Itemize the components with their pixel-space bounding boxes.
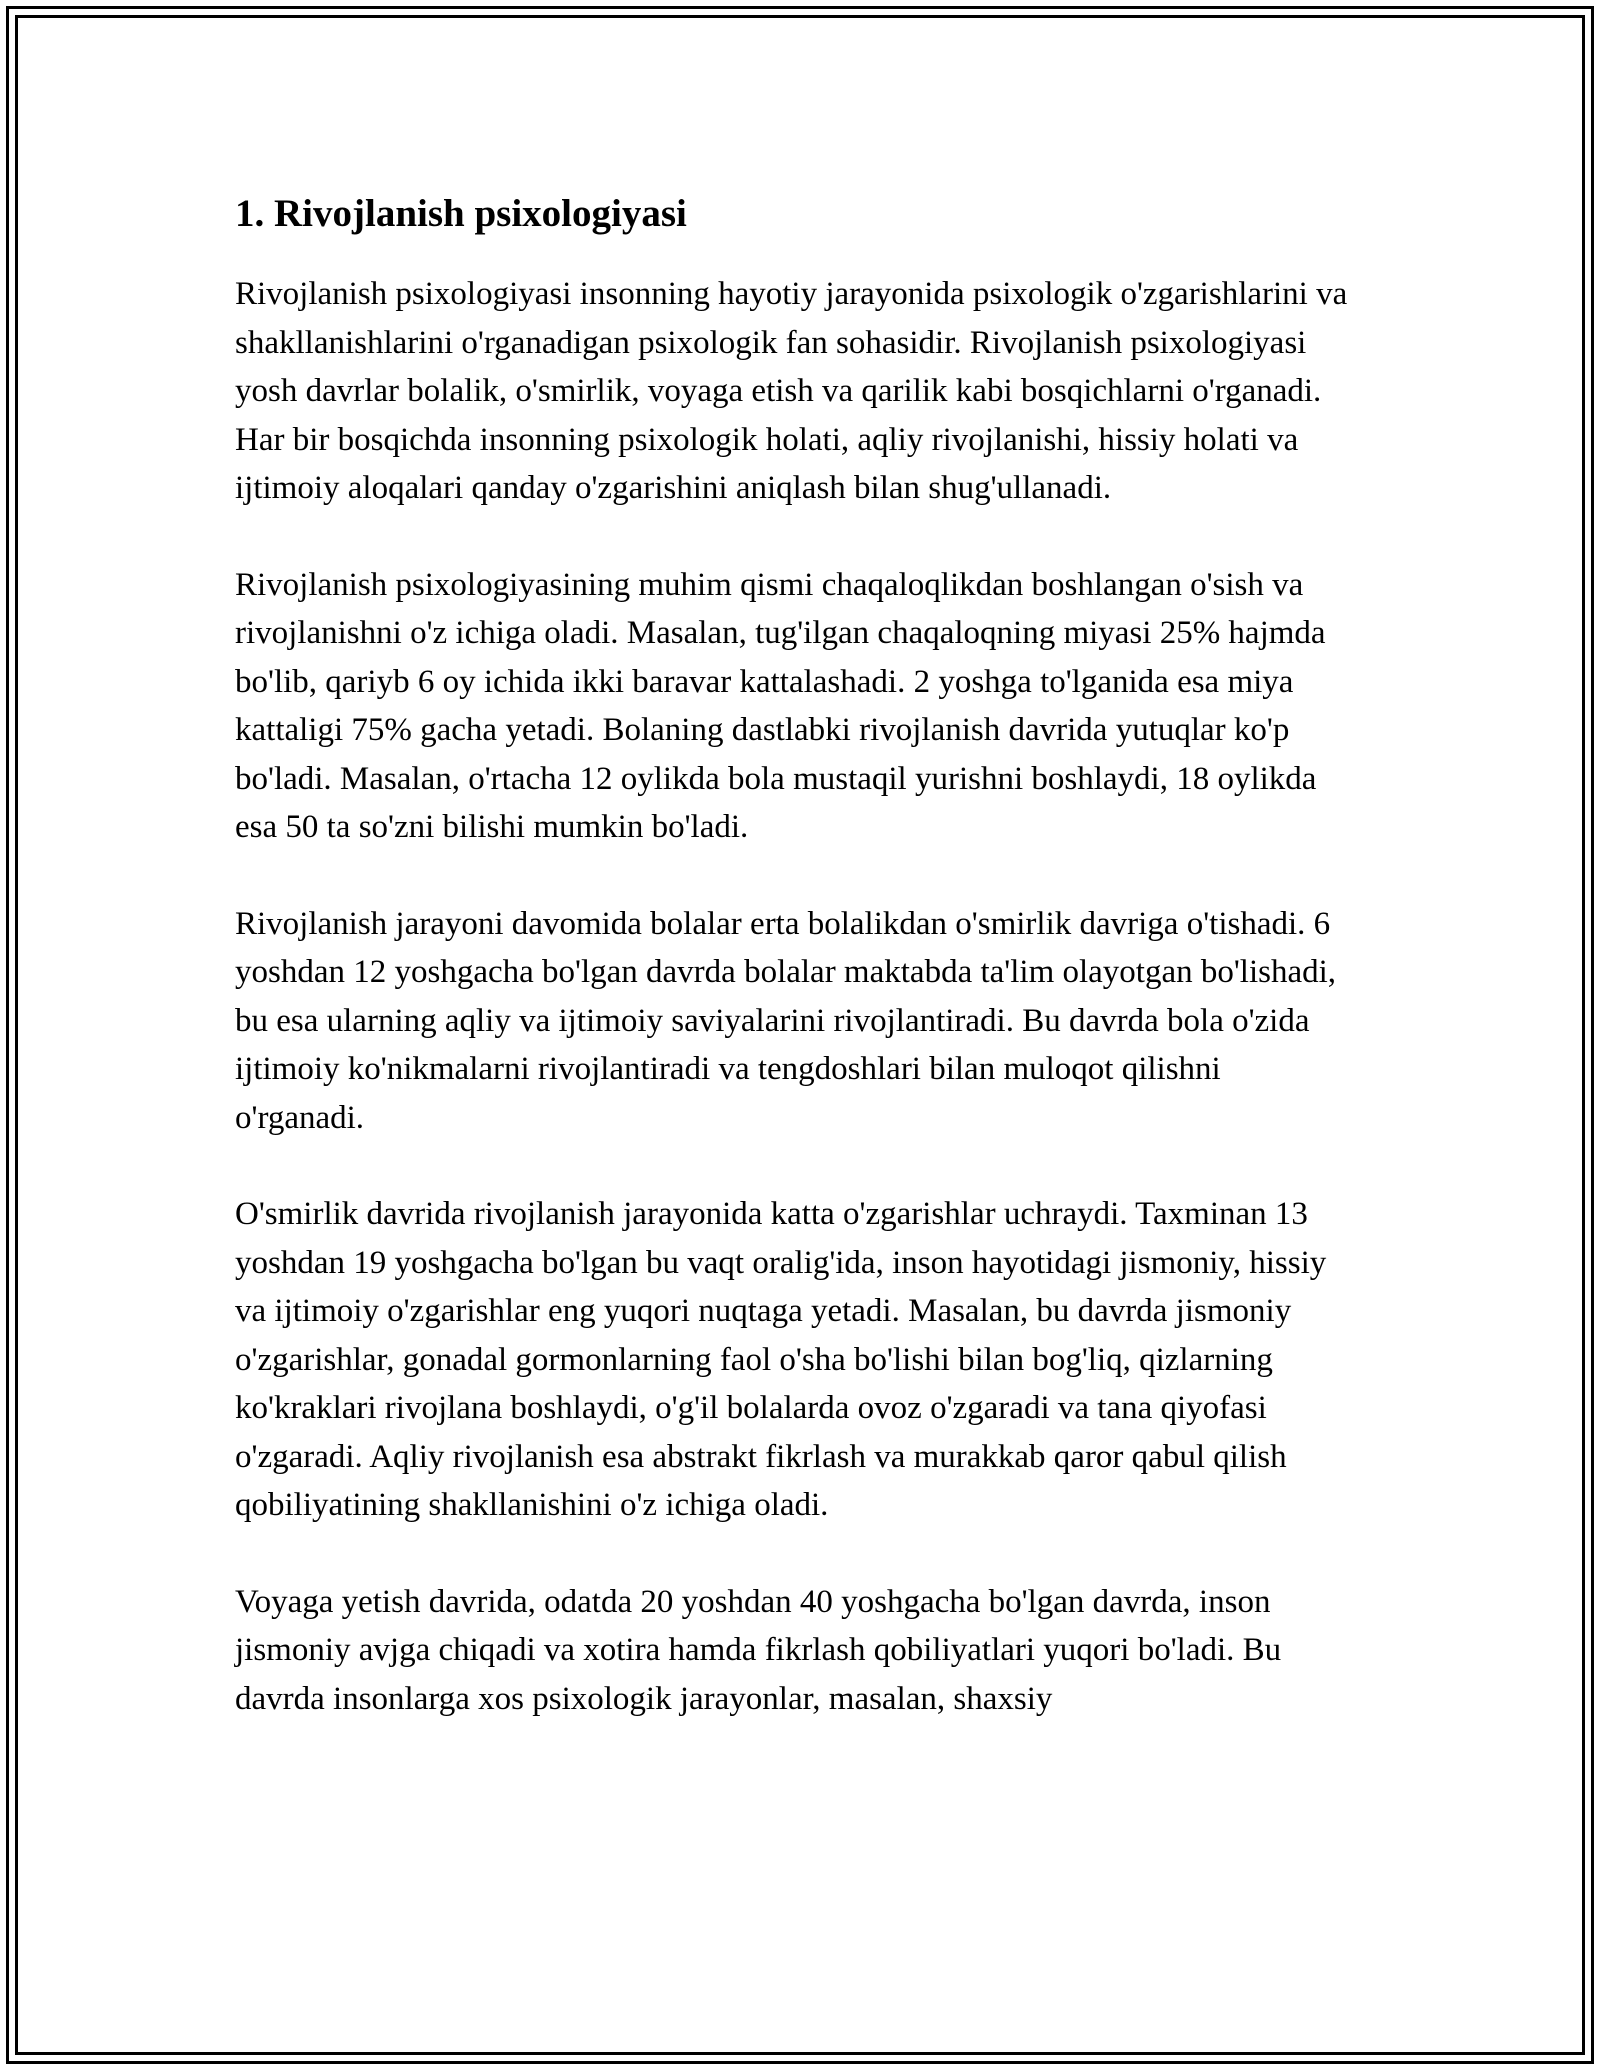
paragraph-intro: Rivojlanish psixologiyasi insonning hayotiy jarayonida psixologik o'zgarishlarini va shakllanishlarini o'rganadigan psixologik fan sohasidir. Rivojlanish psixologiyasi yosh davrlar bolalik, o'smirlik, voyaga etish va qarilik kabi bosqichlarni o'rganadi. Har bir bosqichda insonning psixologik holati, aqliy rivojlanishi, hissiy holati va ijtimoiy aloqalari qanday o'zgarishini aniqlash bilan shug'ullanadi. (235, 276, 1348, 506)
paragraph-adolescence: O'smirlik davrida rivojlanish jarayonida katta o'zgarishlar uchraydi. Taxminan 13 yoshdan 19 yoshgacha bo'lgan bu vaqt oralig'ida, inson hayotidagi jismoniy, hissiy va ijtimoiy o'zgarishlar eng yuqori nuqtaga yetadi. Masalan, bu davrda jismoniy o'zgarishlar, gonadal gormonlarning faol o'sha bo'lishi bilan bog'liq, qizlarning ko'kraklari rivojlana boshlaydi, o'g'il bolalarda ovoz o'zgaradi va tana qiyofasi o'zgaradi. Aqliy rivojlanish esa abstrakt fikrlash va murakkab qaror qabul qilish qobiliyatining shakllanishini o'z ichiga oladi. (235, 1196, 1327, 1523)
section-heading: 1. Rivojlanish psixologiyasi (235, 192, 687, 235)
document-body (235, 186, 1355, 1723)
paragraph-infancy: Rivojlanish psixologiyasining muhim qismi chaqaloqlikdan boshlangan o'sish va rivojlanishni o'z ichiga oladi. Masalan, tug'ilgan chaqaloqning miyasi 25% hajmda bo'lib, qariyb 6 oy ichida ikki baravar kattalashadi. 2 yoshga to'lganida esa miya kattaligi 75% gacha yetadi. Bolaning dastlabki rivojlanish davrida yutuqlar ko'p bo'ladi. Masalan, o'rtacha 12 oylikda bola mustaqil yurishni boshlaydi, 18 oylikda esa 50 ta so'zni bilishi mumkin bo'ladi. (235, 566, 1326, 845)
paragraph-adulthood: Voyaga yetish davrida, odatda 20 yoshdan 40 yoshgacha bo'lgan davrda, inson jismoniy avjga chiqadi va xotira hamda fikrlash qobiliyatlari yuqori bo'ladi. Bu davrda insonlarga xos psixologik jarayonlar, masalan, shaxsiy (235, 1583, 1282, 1717)
paragraph-childhood: Rivojlanish jarayoni davomida bolalar erta bolalikdan o'smirlik davriga o'tishadi. 6 yoshdan 12 yoshgacha bo'lgan davrda bolalar maktabda ta'lim olayotgan bo'lishadi, bu esa ularning aqliy va ijtimoiy saviyalarini rivojlantiradi. Bu davrda bola o'zida ijtimoiy ko'nikmalarni rivojlantiradi va tengdoshlari bilan muloqot qilishni o'rganadi. (235, 905, 1337, 1136)
